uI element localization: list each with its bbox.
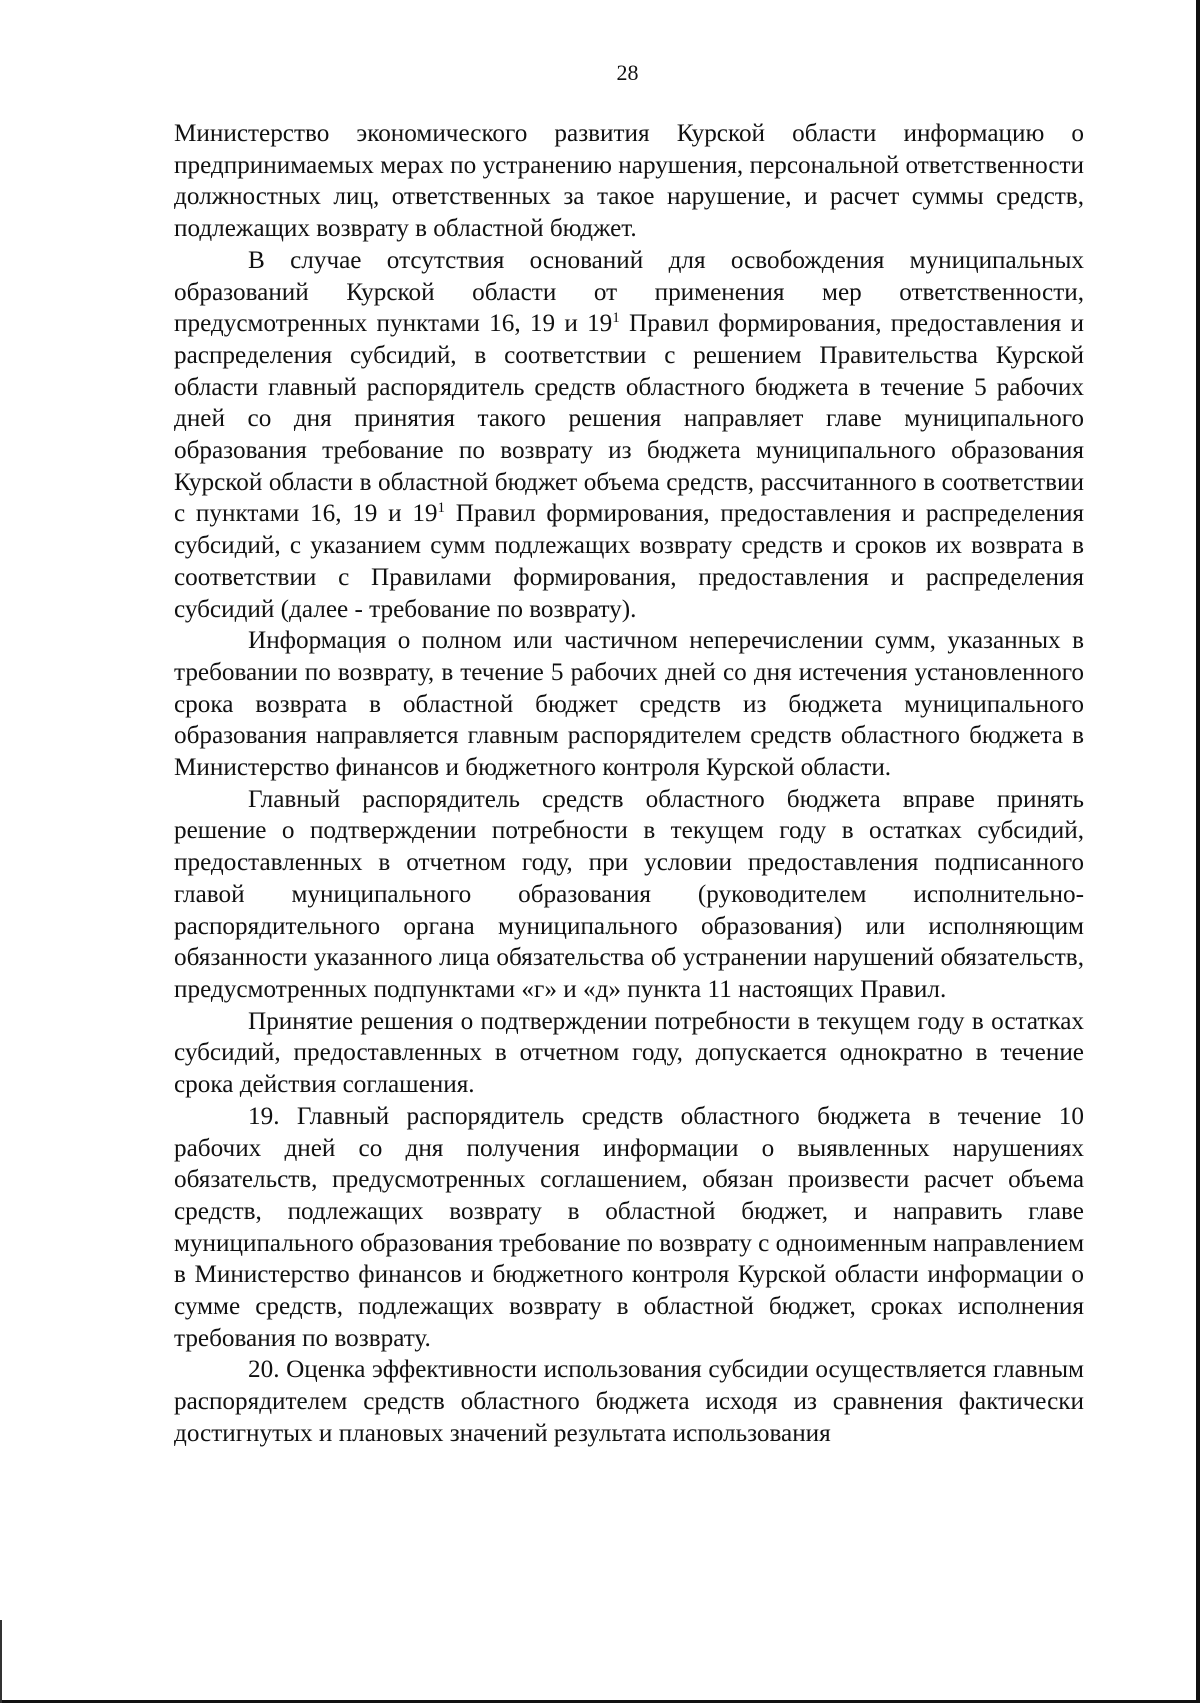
paragraph-continuation: Министерство экономического развития Курской области информацию о предпринимаемых мерах по устранению нарушения, персональной ответственности должностных лиц, ответственных за такое нарушение, и расчет суммы средств, подлежащих возврату в областной бюджет.	[174, 120, 1084, 243]
paragraph-text: В случае отсутствия оснований для освобождения муниципальных образований Курской области от применения мер ответственности, предусмотренных пунктами 16, 19 и 19	[174, 246, 1084, 338]
superscript: 1	[612, 310, 620, 327]
paragraph-refund-requirement	[174, 245, 1084, 625]
paragraph-non-transfer-info: Информация о полном или частичном неперечислении сумм, указанных в требовании по возврату, в течение 5 рабочих дней со дня истечения установленного срока возврата в областной бюджет средств из бюджета муниципального образования направляется главным распорядителем средств областного бюджета в Министерство финансов и бюджетного контроля Курской области.	[174, 627, 1084, 782]
superscript: 1	[437, 500, 446, 517]
page-number: 28	[616, 60, 639, 85]
page-border-right	[1196, 0, 1200, 1703]
paragraph-item-20: 20. Оценка эффективности использования субсидии осуществляется главным распорядителем средств областного бюджета исходя из сравнения фактически достигнутых и плановых значений результата использования	[174, 1356, 1084, 1447]
paragraph-item-19: 19. Главный распорядитель средств областного бюджета в течение 10 рабочих дней со дня получения информации о выявленных нарушениях обязательств, предусмотренных соглашением, обязан произвести расчет объема средств, подлежащих возврату в областной бюджет, и направить главе муниципального образования требование по возврату с одноименным направлением в Министерство финансов и бюджетного контроля Курской области информации о сумме средств, подлежащих возврату в областной бюджет, сроках исполнения требования по возврату.	[174, 1102, 1085, 1352]
paragraph-confirmation-decision: Главный распорядитель средств областного бюджета вправе принять решение о подтверждении потребности в текущем году в остатках субсидий, предоставленных в отчетном году, при условии предоставления подписанного главой муниципального образования (руководителем исполнительно-распорядительного органа муниципального образования) или исполняющим обязанности указанного лица обязательства об устранении нарушений обязательств, предусмотренных подпунктами «г» и «д» пункта 11 настоящих Правил.	[174, 785, 1084, 1003]
paragraph-single-decision: Принятие решения о подтверждении потребности в текущем году в остатках субсидий, предоставленных в отчетном году, допускается однократно в течение срока действия соглашения.	[174, 1007, 1084, 1099]
page-border-left	[0, 1620, 2, 1703]
paragraph-text: Правил формирования, предоставления и распределения субсидий, с указанием сумм подлежащих возврату средств и сроков их возврата в соответствии с Правилами формирования, предоставления и распределения субсидий (далее - требование по возврату).	[174, 500, 1085, 623]
paragraph-text: Правил формирования, предоставления и распределения субсидий, в соответствии с решением Правительства Курской области главный распорядитель средств областного бюджета в течение 5 рабочих дней со дня принятия такого решения направляет главе муниципального образования требование по возврату из бюджета муниципального образования Курской области в областной бюджет объема средств, рассчитанного в соответствии с пунктами 16, 19 и 19	[174, 310, 1084, 528]
document-body	[174, 118, 1084, 1450]
